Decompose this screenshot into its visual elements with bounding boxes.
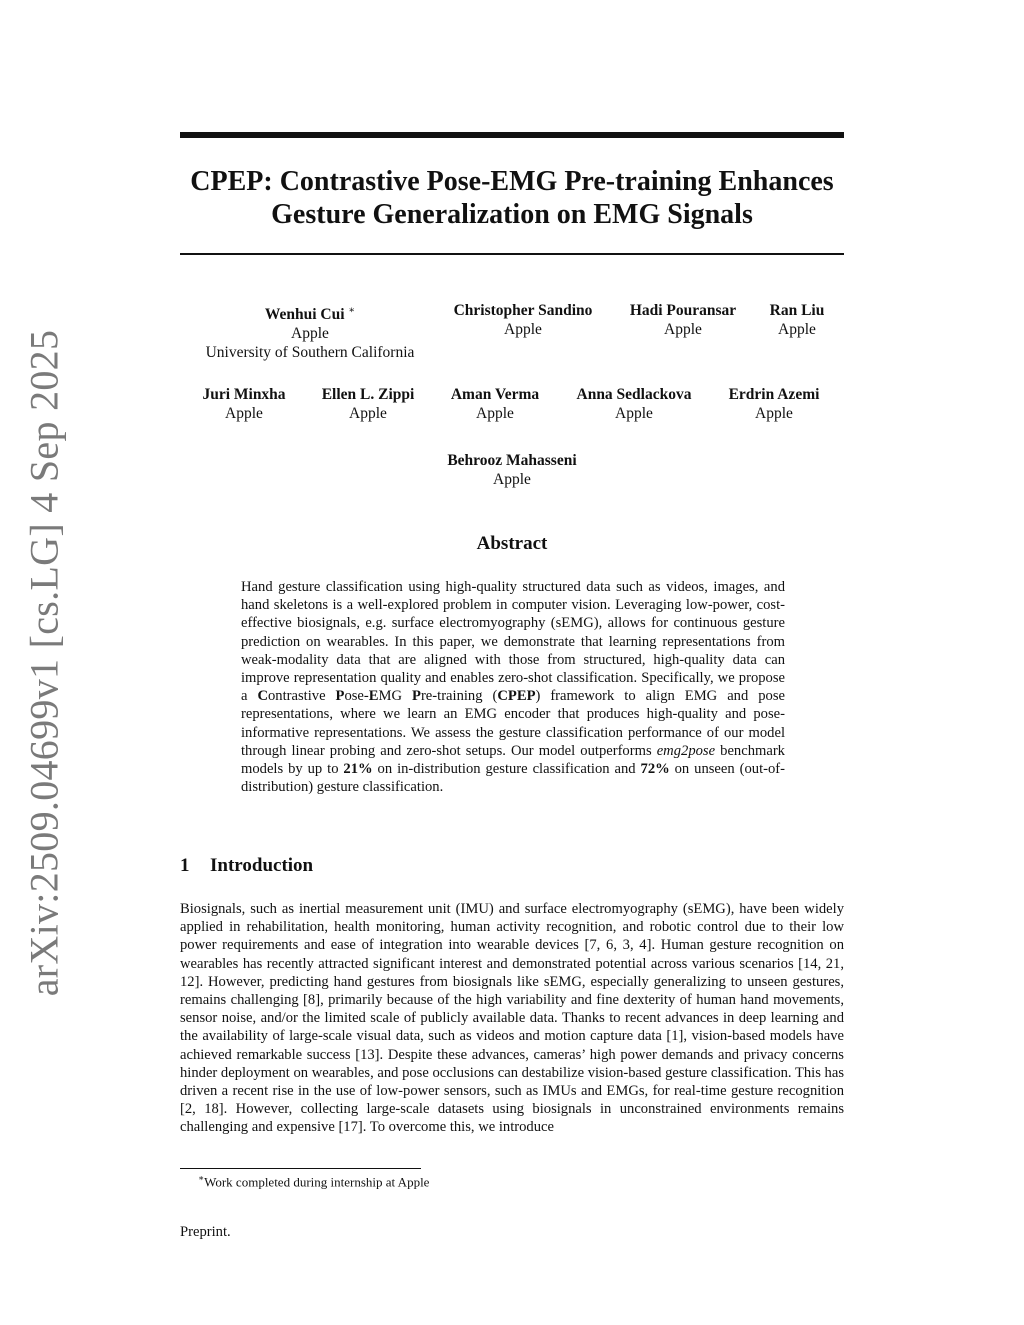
author-block — [454, 301, 593, 339]
in-distribution-gain: 21% — [343, 761, 373, 778]
title-bottom-rule — [180, 253, 844, 255]
abstract-text: benchmark models by up to — [241, 742, 785, 778]
arxiv-sidebar — [8, 329, 80, 997]
author-block — [322, 385, 415, 423]
abstract-text: MG — [378, 688, 413, 705]
title-line-2: Gesture Generalization on EMG Signals — [271, 199, 753, 230]
introduction-body: Biosignals, such as inertial measurement unit (IMU) and surface electromyography (sEMG), have been widely applied in rehabilitation, health monitoring, human activity recognition, and robotic control due to their low power requirements and ease of integration into wearable devices [7, 6, 3, 4]. Human gesture recognition on wearables has recently attracted significant interest and demonstrated potential across various scenarios [14, 21, 12]. However, predicting hand gestures from biosignals like sEMG, especially generalizing to unseen gestures, remains challenging [8], primarily because of the high variability and fine dexterity of human hand movements, sensor noise, and/or the limited scale of publicly available data. Thanks to recent advances in deep learning and the availability of large-scale visual data, such as videos and motion capture data [1], vision-based models have achieved remarkable success [13]. Despite these advances, cameras’ high power demands and privacy concerns hinder deployment on wearables, and pose occlusions can destabilize vision-based gesture classification. This has driven a recent rise in the use of low-power sensors, such as IMUs and EMGs, for real-time gesture recognition [2, 18]. However, collecting large-scale datasets using biosignals in unconstrained environments remains challenging and expensive [17]. To overcome this, we introduce — [180, 901, 844, 1136]
acronym-letter: P — [335, 688, 345, 705]
abstract-text: ose- — [344, 688, 369, 705]
footnote-rule — [180, 1168, 421, 1169]
acronym: CPEP — [497, 688, 536, 705]
author-block — [206, 301, 415, 362]
section-title: Introduction — [210, 855, 314, 876]
author-affiliation: Apple — [755, 405, 793, 422]
section-number: 1 — [180, 855, 190, 876]
footnote-mark: ∗ — [198, 1173, 205, 1183]
abstract-text: ontrastive — [268, 688, 336, 705]
author-name: Anna Sedlackova — [576, 386, 692, 403]
author-block — [630, 301, 736, 339]
author-block — [577, 385, 692, 423]
author-name: Ran Liu — [769, 302, 825, 319]
author-block — [770, 301, 825, 339]
abstract-text: on unseen (out-of-distribution) gesture classification. — [241, 761, 785, 796]
author-affiliation: Apple — [664, 321, 702, 338]
author-name: Christopher Sandino — [453, 302, 593, 319]
abstract-body — [241, 578, 785, 796]
author-affiliation: Apple — [493, 471, 531, 488]
author-block — [451, 385, 539, 423]
title-line-1: CPEP: Contrastive Pose-EMG Pre-training Enhances — [190, 166, 834, 197]
benchmark-name: emg2pose — [656, 742, 716, 759]
acronym-letter: E — [368, 688, 379, 705]
author-name: Ellen L. Zippi — [321, 386, 415, 403]
author-affiliation: Apple — [349, 405, 387, 422]
author-affiliation: Apple — [504, 321, 542, 338]
author-name: Erdrin Azemi — [728, 386, 820, 403]
out-of-distribution-gain: 72% — [640, 761, 670, 778]
author-footnote-mark: ∗ — [348, 305, 356, 316]
author-block — [447, 451, 576, 489]
arxiv-identifier: arXiv:2509.04699v1 [cs.LG] 4 Sep 2025 — [21, 329, 67, 997]
footnote-text: Work completed during internship at Apple — [204, 1174, 430, 1190]
acronym-letter: P — [412, 688, 421, 705]
author-affiliation: Apple — [778, 321, 816, 338]
abstract-text: Hand gesture classification using high-quality structured data such as videos, images, and hand skeletons is a well-explored problem in computer vision. Leveraging low-power, cost-effective biosignals, e.g. surface electromyography (sEMG), allows for continuous gesture prediction on wearables. In this paper, we demonstrate that learning representations from weak-modality data that are aligned with those from structured, high-quality data can improve representation quality and enables zero-shot classification. Specifically, we propose a — [241, 579, 785, 705]
abstract-text: on in-distribution gesture classification and — [372, 761, 641, 778]
acronym-letter: C — [257, 688, 268, 705]
author-affiliation-2: University of Southern California — [205, 344, 415, 362]
preprint-label: Preprint. — [180, 1224, 231, 1240]
paper-title — [170, 165, 854, 231]
author-name: Aman Verma — [450, 386, 540, 403]
author-name: Wenhui Cui — [264, 306, 345, 324]
author-affiliation: Apple — [476, 405, 514, 422]
abstract-text: ) framework to align EMG and pose representations, where we learn an EMG encoder that produces high-quality and pose-informative representations. We assess the gesture classification performance of our model through linear probing and zero-shot setups. Our model outperforms — [241, 688, 785, 759]
abstract-text: re-training ( — [420, 688, 498, 705]
author-name: Juri Minxha — [202, 386, 286, 403]
abstract-heading: Abstract — [476, 533, 548, 554]
author-name: Hadi Pouransar — [629, 302, 737, 319]
footnote — [198, 1173, 429, 1190]
author-block — [729, 385, 820, 423]
author-affiliation: Apple — [615, 405, 653, 422]
section-heading-introduction — [180, 855, 313, 877]
author-name: Behrooz Mahasseni — [447, 452, 577, 469]
title-top-rule — [180, 132, 844, 138]
author-affiliation: Apple — [225, 405, 263, 422]
author-block — [202, 385, 285, 423]
author-affiliation: Apple — [291, 325, 329, 343]
